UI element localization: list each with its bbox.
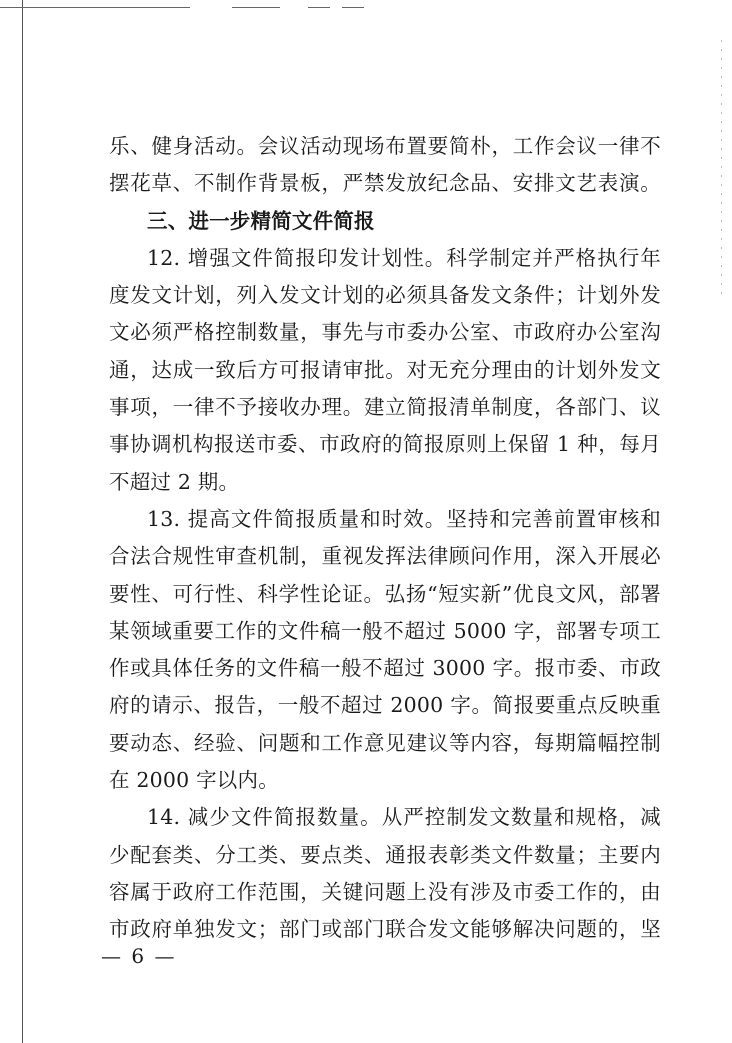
text-line: 通，达成一致后方可报请审批。对无充分理由的计划外发文 [109,357,661,382]
scan-edge-marks [721,40,722,300]
text-line: 乐、健身活动。会议活动现场布置要简朴，工作会议一律不 [109,134,661,158]
scan-top-rule [342,7,364,8]
scan-top-rule [308,7,330,8]
scan-top-rule [232,7,280,8]
text-line: 14. 减少文件简报数量。从严控制发文数量和规格，减 [147,805,661,830]
text-line: 12. 增强文件简报印发计划性。科学制定并严格执行年 [147,245,661,270]
text-line: 要性、可行性、科学性论证。弘扬“短实新”优良文风，部署 [109,581,661,606]
text-line: 事协调机构报送市委、市政府的简报原则上保留 1 种，每月 [109,432,661,457]
text-line: 摆花草、不制作背景板，严禁发放纪念品、安排文艺表演。 [109,171,661,196]
text-line: 文必须严格控制数量，事先与市委办公室、市政府办公室沟 [109,320,661,345]
text-line: 不超过 2 期。 [109,469,240,494]
text-line: 某领域重要工作的文件稿一般不超过 5000 字，部署专项工 [109,618,661,643]
text-line: 少配套类、分工类、要点类、通报表彰类文件数量；主要内 [109,842,661,867]
text-line: 事项，一律不予接收办理。建立简报清单制度，各部门、议 [109,395,661,420]
text-line: 度发文计划，列入发文计划的必须具备发文条件；计划外发 [109,283,661,308]
text-line: 容属于政府工作范围，关键问题上没有涉及市委工作的，由 [109,879,661,904]
text-line: 要动态、经验、问题和工作意见建议等内容，每期篇幅控制 [109,730,661,755]
scan-margin-line [22,0,23,1043]
document-body [109,128,661,949]
text-line: 府的请示、报告，一般不超过 2000 字。简报要重点反映重 [109,693,661,718]
text-line: 13. 提高文件简报质量和时效。坚持和完善前置审核和 [147,506,661,531]
scan-top-rule [0,7,190,8]
text-line: 作或具体任务的文件稿一般不超过 3000 字。报市委、市政 [109,656,661,681]
text-line: 合法合规性审查机制，重视发挥法律顾问作用，深入开展必 [109,544,661,569]
text-line: 在 2000 字以内。 [109,768,279,793]
page-number: — 6 — [101,944,177,968]
text-line: 市政府单独发文；部门或部门联合发文能够解决问题的，坚 [109,917,661,942]
section-heading: 三、进一步精简文件简报 [147,208,375,233]
